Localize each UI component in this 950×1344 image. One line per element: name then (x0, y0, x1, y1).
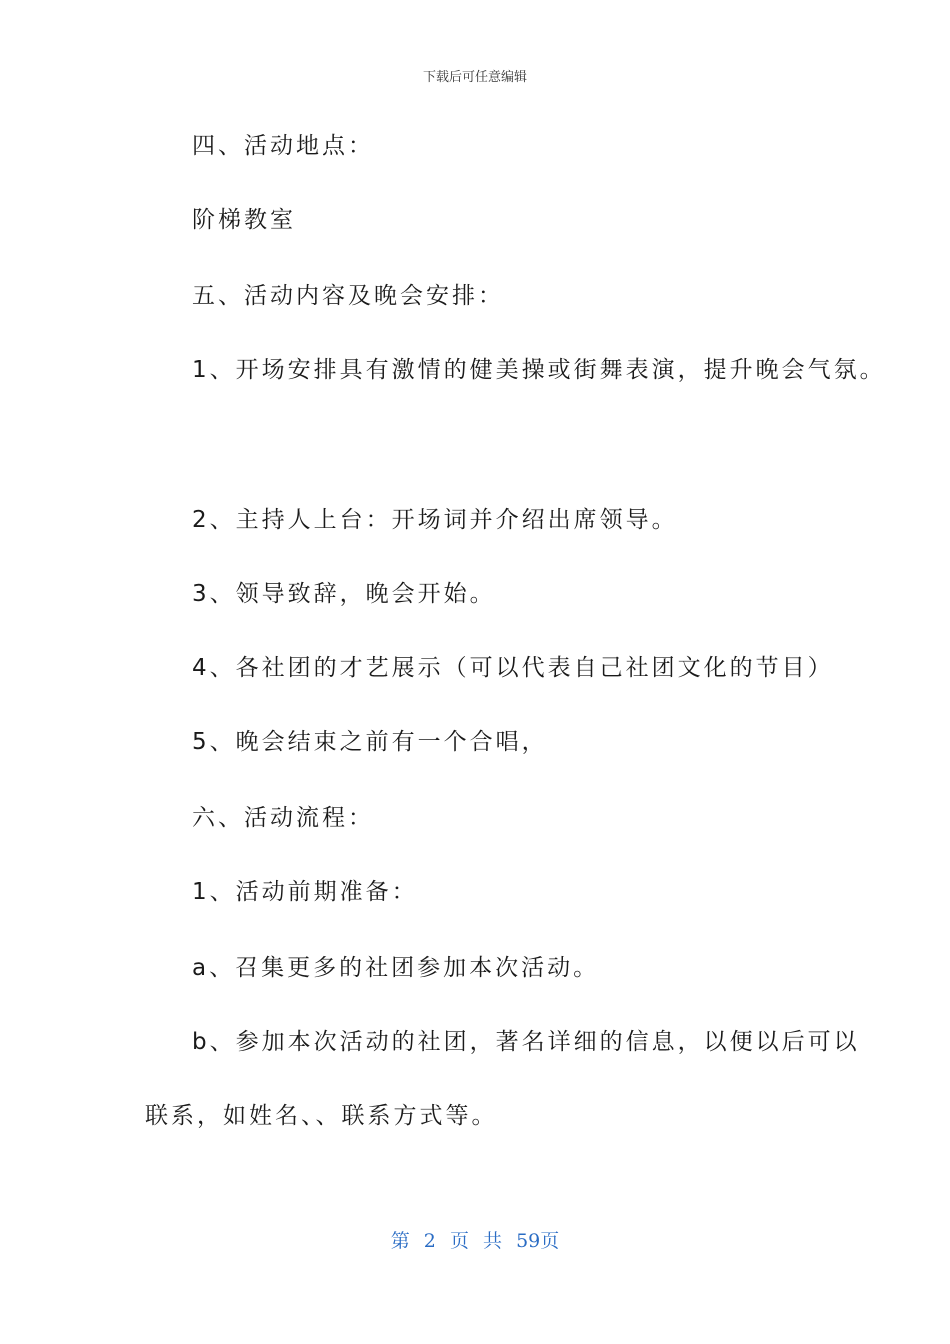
content-item-2: 2、主持人上台：开场词并介绍出席领导。 (192, 507, 678, 533)
content-item-1: 1、开场安排具有激情的健美操或街舞表演，提升晚会气氛。 (192, 357, 886, 383)
page-header: 下载后可任意编辑 (422, 70, 527, 85)
page-footer (0, 1226, 950, 1253)
content-item-5: 5、晚会结束之前有一个合唱， (192, 729, 548, 755)
process-item-a: a、召集更多的社团参加本次活动。 (192, 955, 600, 981)
process-item-b-continued: 联系，如姓名、、联系方式等。 (145, 1103, 498, 1129)
footer-total-pages: 59页 (516, 1230, 560, 1252)
content-item-4: 4、各社团的才艺展示（可以代表自己社团文化的节目） (192, 655, 834, 681)
section-heading-content: 五、活动内容及晚会安排： (192, 283, 504, 309)
section-heading-venue: 四、活动地点： (192, 133, 374, 159)
section-heading-process: 六、活动流程： (192, 805, 374, 831)
footer-label-di: 第 (390, 1230, 410, 1252)
footer-label-gong: 共 (483, 1230, 503, 1252)
process-step-1: 1、活动前期准备： (192, 879, 418, 905)
content-item-3: 3、领导致辞，晚会开始。 (192, 581, 496, 607)
footer-page-number: 2 (423, 1230, 436, 1252)
footer-label-ye: 页 (449, 1230, 469, 1252)
venue-text: 阶梯教室 (192, 207, 296, 233)
process-item-b: b、参加本次活动的社团，著名详细的信息，以便以后可以 (192, 1029, 860, 1055)
